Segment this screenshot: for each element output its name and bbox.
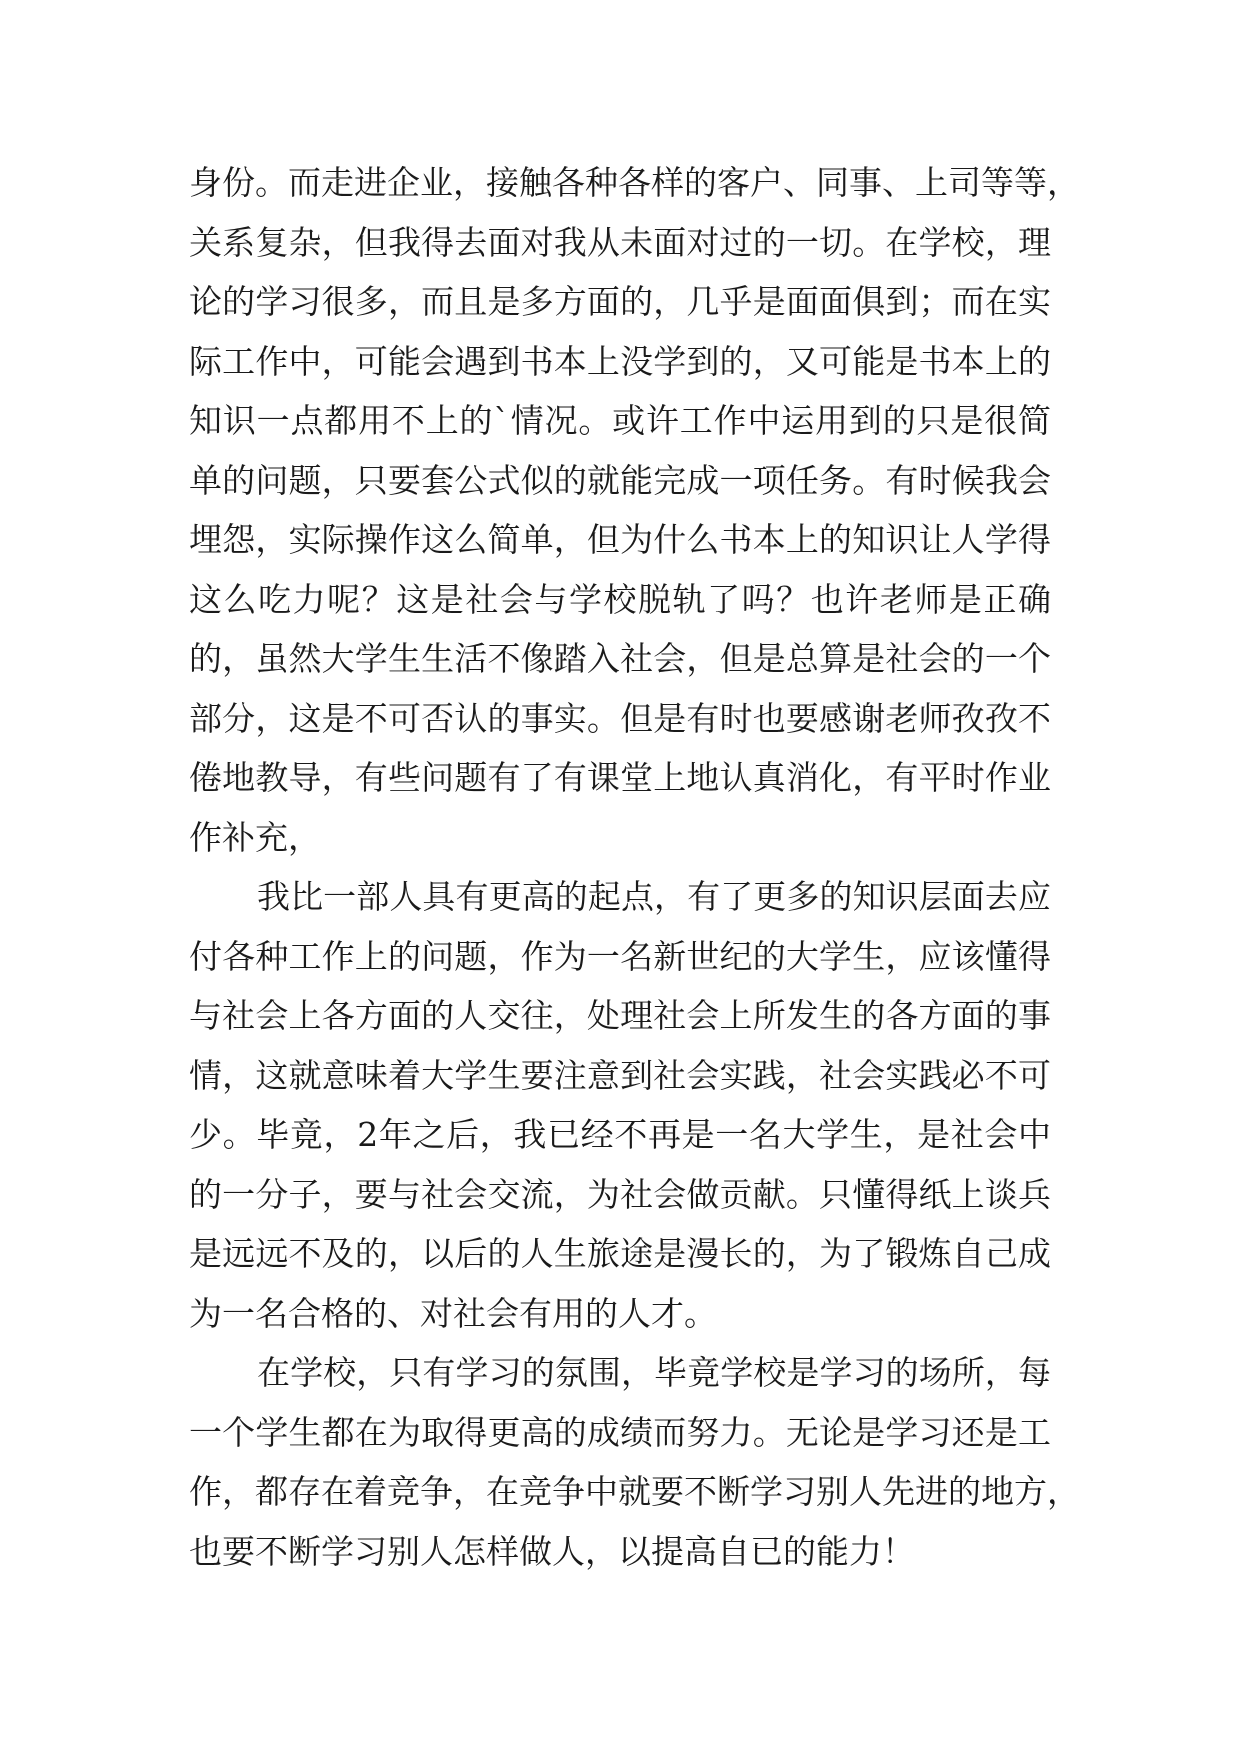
text-line: 付各种工作上的问题，作为一名新世纪的大学生，应该懂得: [189, 936, 1051, 976]
text-line: 我比一部人具有更高的起点，有了更多的知识层面去应: [257, 877, 1051, 916]
text-line: 在学校，只有学习的氛围，毕竟学校是学习的场所，每: [257, 1353, 1051, 1392]
text-line: 关系复杂，但我得去面对我从未面对过的一切。在学校，理: [189, 222, 1051, 262]
text-line: 情，这就意味着大学生要注意到社会实践，社会实践必不可: [189, 1055, 1051, 1095]
text-line: 的，虽然大学生生活不像踏入社会，但是总算是社会的一个: [189, 639, 1051, 678]
text-line: 埋怨，实际操作这么简单，但为什么书本上的知识让人学得: [189, 520, 1051, 559]
paragraph-3: [189, 1343, 1080, 1581]
text-line: 少。毕竟，2年之后，我已经不再是一名大学生，是社会中: [189, 1115, 1051, 1154]
text-line: 论的学习很多，而且是多方面的，几乎是面面俱到；而在实: [189, 282, 1051, 321]
text-line: 这么吃力呢？这是社会与学校脱轨了吗？也许老师是正确: [189, 579, 1051, 619]
text-line: 际工作中，可能会遇到书本上没学到的，又可能是书本上的: [189, 341, 1051, 381]
text-line: 身份。而走进企业，接触各种各样的客户、同事、上司等等，: [189, 163, 1080, 202]
text-line: 作，都存在着竞争，在竞争中就要不断学习别人先进的地方，: [189, 1472, 1080, 1511]
text-line: 与社会上各方面的人交往，处理社会上所发生的各方面的事: [189, 996, 1051, 1035]
paragraph-1: [189, 153, 1080, 867]
text-line: 为一名合格的、对社会有用的人才。: [189, 1293, 717, 1333]
text-line: 部分，这是不可否认的事实。但是有时也要感谢老师孜孜不: [189, 698, 1051, 738]
paragraph-2: [189, 867, 1051, 1343]
text-line: 是远远不及的，以后的人生旅途是漫长的，为了锻炼自己成: [189, 1234, 1051, 1273]
text-line: 也要不断学习别人怎样做人，以提高自已的能力！: [189, 1531, 915, 1571]
text-line: 倦地教导，有些问题有了有课堂上地认真消化，有平时作业: [189, 758, 1051, 797]
text-line: 一个学生都在为取得更高的成绩而努力。无论是学习还是工: [189, 1412, 1051, 1452]
text-line: 的一分子，要与社会交流，为社会做贡献。只懂得纸上谈兵: [189, 1174, 1051, 1214]
body-text: [189, 153, 1080, 1581]
text-line: 知识一点都用不上的`情况。或许工作中运用到的只是很简: [189, 401, 1051, 440]
text-line: 作补充，: [189, 817, 321, 857]
text-line: 单的问题，只要套公式似的就能完成一项任务。有时候我会: [189, 460, 1051, 500]
